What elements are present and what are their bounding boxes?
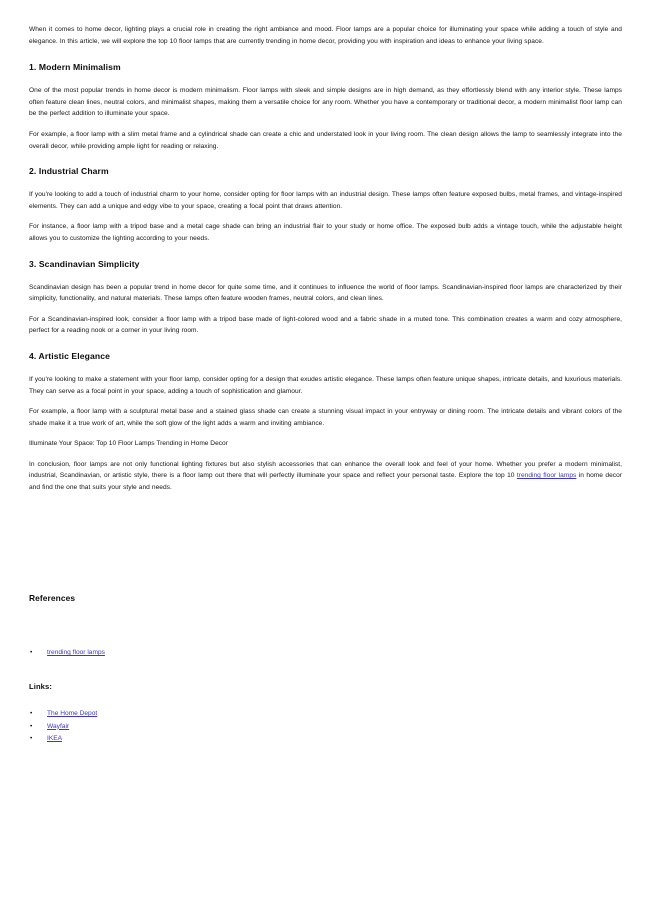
bullet-icon: •	[30, 710, 33, 717]
document-body	[29, 24, 622, 494]
section-1-paragraph-1: One of the most popular trends in home decor is modern minimalism. Floor lamps with sleek and simple designs are in high demand, as they effortlessly blend with any interior style. These lamps often feature clean lines, neutral colors, and minimalist shapes, making them a versatile choice for any room. Whether you have a contemporary or traditional decor, a modern minimalist floor lamp can be the perfect addition to illuminate your space.	[29, 87, 622, 118]
section-2-paragraph-1: If you're looking to add a touch of industrial charm to your home, consider opting for floor lamps with an industrial design. These lamps often feature exposed bulbs, metal frames, and vintage-inspired elements. They can add a unique and edgy vibe to your space, creating a focal point that draws attention.	[29, 191, 622, 210]
bullet-icon: •	[30, 722, 33, 730]
section-heading-2: 2. Industrial Charm	[29, 166, 109, 177]
list-item	[29, 722, 97, 732]
conclusion-paragraph	[29, 459, 622, 494]
section-heading-4: 4. Artistic Elegance	[29, 350, 110, 361]
list-item	[29, 734, 97, 744]
bullet-icon: •	[30, 649, 33, 656]
closing-title: Illuminate Your Space: Top 10 Floor Lamps Trending in Home Decor	[29, 440, 228, 448]
section-4-paragraph-2: For example, a floor lamp with a sculptural metal base and a stained glass shade can create a stunning visual impact in your entryway or dining room. The intricate details and vibrant colors of the shade make it a true work of art, while the soft glow of the light adds a warm and inviting ambiance.	[29, 408, 622, 427]
link-ikea[interactable]: IKEA	[47, 735, 63, 743]
section-4-paragraph-1: If you're looking to make a statement with your floor lamp, consider opting for a design that exudes artistic elegance. These lamps often feature unique shapes, intricate details, and luxurious materials. They can serve as a focal point in your space, adding a touch of sophistication and glamour.	[29, 375, 622, 395]
conclusion-text-before: In conclusion, floor lamps are not only functional lighting fixtures but also stylish accessories that can enhance the overall look and feel of your home. Whether you prefer a modern minimalist, industrial, Scandinavian, or artistic style, there is a floor lamp out there that will perfectly illuminate your space and reflect your personal taste. Explore the top 10	[29, 460, 622, 480]
reference-link-trending-floor-lamps[interactable]: trending floor lamps	[47, 649, 105, 656]
links-heading: Links:	[29, 682, 52, 691]
list-item	[29, 648, 105, 658]
section-heading-1: 1. Modern Minimalism	[29, 62, 121, 73]
bullet-icon: •	[30, 735, 33, 743]
section-3-paragraph-2: For a Scandinavian-inspired look, consider a floor lamp with a tripod base made of light-colored wood and a fabric shade in a muted tone. This combination creates a warm and cozy atmosphere, perfect for a reading nook or a corner in your living room.	[29, 315, 622, 335]
list-item	[29, 709, 97, 719]
link-the-home-depot[interactable]: The Home Depot	[47, 710, 98, 717]
link-wayfair[interactable]: Wayfair	[47, 722, 70, 730]
section-1-paragraph-2: For example, a floor lamp with a slim metal frame and a cylindrical shade can create a chic and understated look in your living room. The clean design allows the lamp to seamlessly integrate into the overall decor, while providing ample light for reading or relaxing.	[29, 130, 622, 150]
conclusion-text-after: in home decor and find the one that suits your style and needs.	[29, 472, 622, 492]
section-3-paragraph-1: Scandinavian design has been a popular trend in home decor for quite some time, and it continues to influence the world of floor lamps. Scandinavian-inspired floor lamps are characterized by their simplicity, functionality, and natural materials. These lamps often feature wooden frames, neutral colors, and clean lines.	[29, 283, 622, 303]
references-heading: References	[29, 593, 76, 603]
section-2-paragraph-2: For instance, a floor lamp with a tripod base and a metal cage shade can bring an industrial flair to your study or home office. The exposed bulb adds a vintage touch, while the adjustable height allows you to customize the lighting according to your needs.	[29, 223, 622, 242]
intro-paragraph: When it comes to home decor, lighting plays a crucial role in creating the right ambiance and mood. Floor lamps are a popular choice for illuminating your space while adding a touch of style and elegance. In this article, we will explore the top 10 floor lamps that are currently trending in home decor, providing you with inspiration and ideas to enhance your living space.	[29, 26, 622, 45]
links-list	[29, 709, 97, 747]
references-list	[29, 648, 105, 661]
trending-floor-lamps-inline-link[interactable]: trending floor lamps	[516, 472, 577, 480]
section-heading-3: 3. Scandinavian Simplicity	[29, 258, 140, 269]
